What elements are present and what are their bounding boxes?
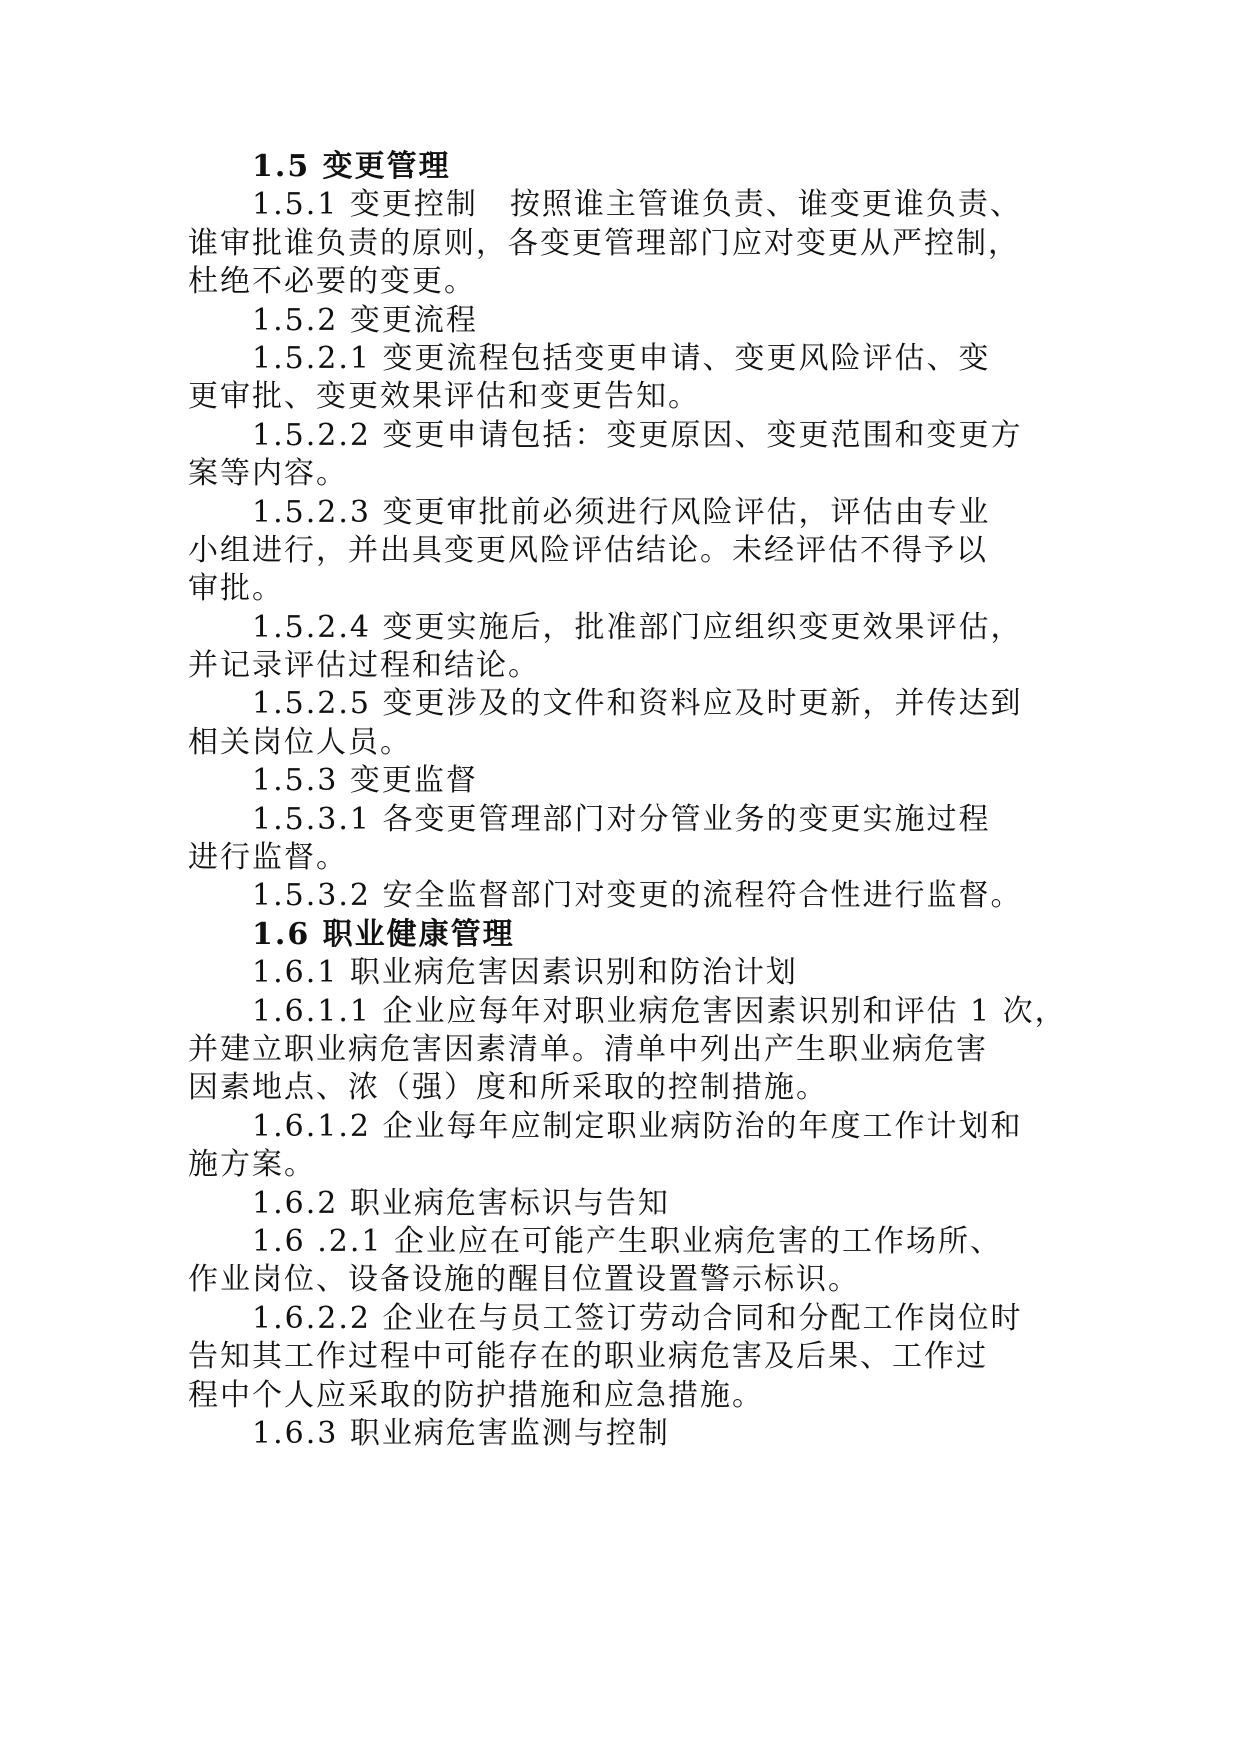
text-line: 1.6.1.2 企业每年应制定职业病防治的年度工作计划和	[252, 1108, 1023, 1144]
text-line: 并记录评估过程和结论。	[188, 648, 540, 684]
text-line: 1.6.2 职业病危害标识与告知	[252, 1185, 670, 1221]
text-line: 1.5.2.1 变更流程包括变更申请、变更风险评估、变	[252, 340, 991, 376]
text-line: 1.6.3 职业病危害监测与控制	[252, 1415, 670, 1451]
text-line: 1.6.1.1 企业应每年对职业病危害因素识别和评估 1 次，	[252, 993, 1067, 1029]
text-line: 谁审批谁负责的原则，各变更管理部门应对变更从严控制，	[188, 225, 1020, 261]
text-line: 1.6 .2.1 企业应在可能产生职业病危害的工作场所、	[252, 1223, 1003, 1259]
text-line: 1.5.1 变更控制 按照谁主管谁负责、谁变更谁负责、	[252, 187, 1022, 223]
text-line: 1.5.2.4 变更实施后，批准部门应组织变更效果评估，	[252, 609, 1023, 645]
text-line: 1.6.2.2 企业在与员工签订劳动合同和分配工作岗位时	[252, 1300, 1023, 1336]
text-line: 并建立职业病危害因素清单。清单中列出产生职业病危害	[188, 1031, 988, 1067]
text-line: 1.6.1 职业病危害因素识别和防治计划	[252, 955, 798, 991]
text-line: 审批。	[188, 571, 284, 607]
text-line: 作业岗位、设备设施的醒目位置设置警示标识。	[188, 1262, 860, 1298]
text-line: 更审批、变更效果评估和变更告知。	[188, 379, 700, 415]
text-line: 1.5.2.2 变更申请包括：变更原因、变更范围和变更方	[252, 417, 1023, 453]
text-line: 1.5.2.3 变更审批前必须进行风险评估，评估由专业	[252, 494, 991, 530]
text-line: 告知其工作过程中可能存在的职业病危害及后果、工作过	[188, 1339, 988, 1375]
document-body	[188, 148, 1088, 1453]
text-line: 1.5.3.1 各变更管理部门对分管业务的变更实施过程	[252, 801, 991, 837]
text-line: 案等内容。	[188, 456, 348, 492]
text-line: 1.5.2.5 变更涉及的文件和资料应及时更新，并传达到	[252, 686, 1023, 722]
section-heading: 1.6 职业健康管理	[252, 916, 515, 952]
section-heading: 1.5 变更管理	[252, 149, 451, 184]
text-line: 1.5.3.2 安全监督部门对变更的流程符合性进行监督。	[252, 878, 1023, 914]
text-line: 进行监督。	[188, 840, 348, 876]
text-line: 1.5.3 变更监督	[252, 763, 478, 799]
text-line: 程中个人应采取的防护措施和应急措施。	[188, 1377, 764, 1413]
text-line: 施方案。	[188, 1147, 316, 1183]
text-line: 杜绝不必要的变更。	[188, 264, 476, 300]
text-line: 相关岗位人员。	[188, 724, 412, 760]
text-line: 1.5.2 变更流程	[252, 302, 478, 338]
text-line: 小组进行，并出具变更风险评估结论。未经评估不得予以	[188, 532, 988, 568]
text-line: 因素地点、浓（强）度和所采取的控制措施。	[188, 1070, 828, 1106]
